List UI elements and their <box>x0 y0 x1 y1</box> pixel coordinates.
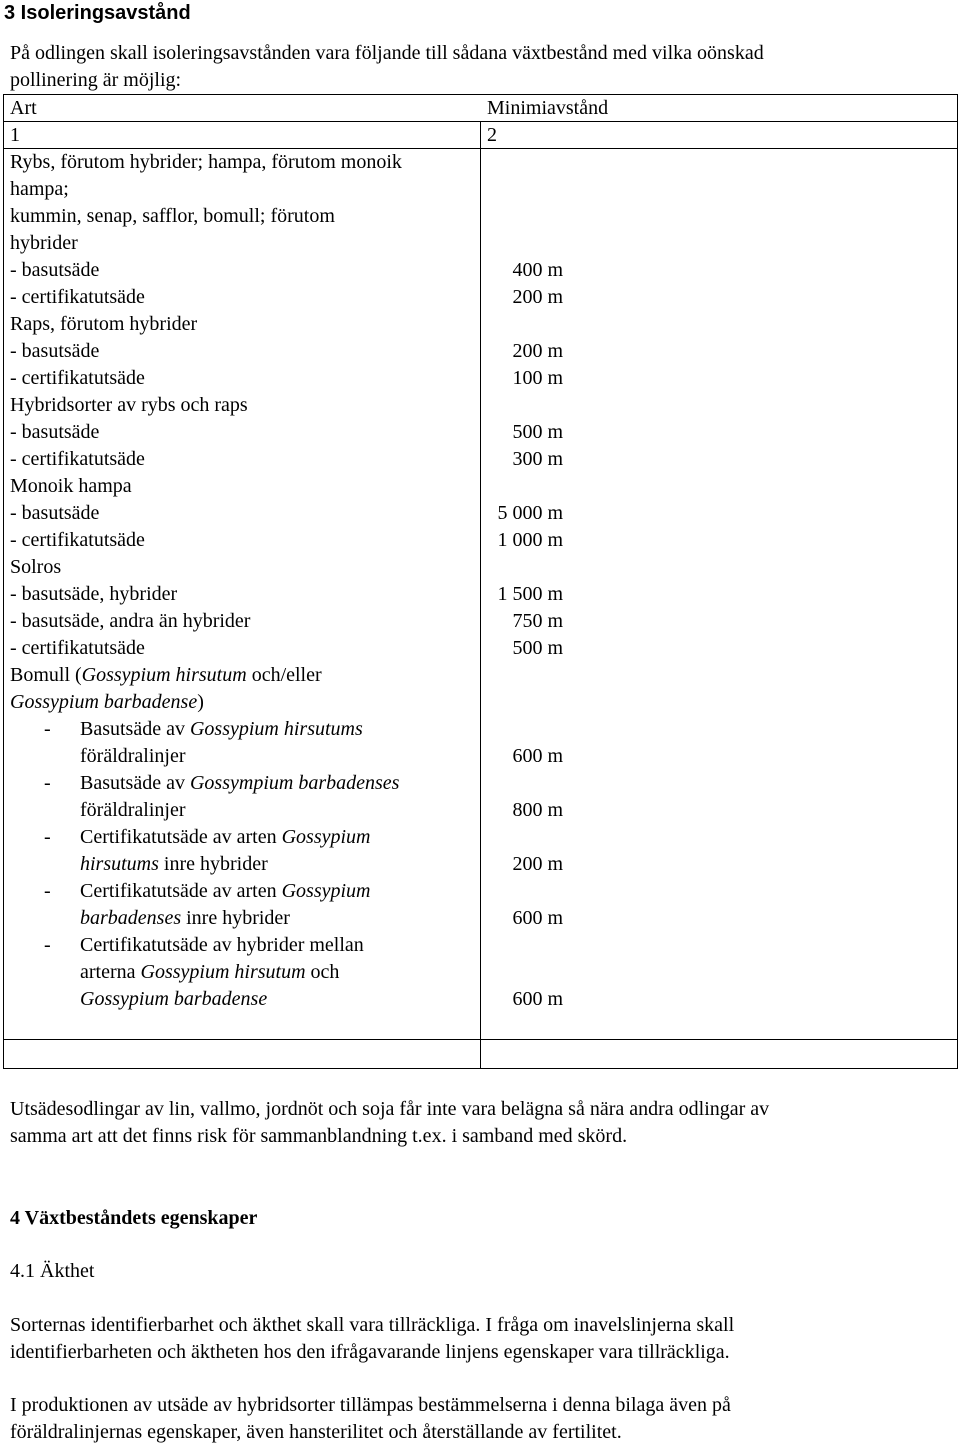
table-border-top <box>3 94 958 95</box>
distance-value: 200 m <box>512 340 563 362</box>
cotton-item-2-cont: föräldralinjer <box>80 799 186 821</box>
section-heading: 3 Isoleringsavstånd <box>4 2 191 24</box>
distance-value: 800 m <box>512 799 563 821</box>
art-line: hampa; <box>10 178 69 200</box>
art-line: - certifikatutsäde <box>10 637 145 659</box>
distance-value: 600 m <box>512 988 563 1010</box>
cotton-item-1: Basutsäde av Gossypium hirsutums <box>80 718 363 740</box>
distance-value: 300 m <box>512 448 563 470</box>
table-column-divider <box>480 121 481 1069</box>
column-header-minimiavstand: Minimiavstånd <box>487 97 609 119</box>
distance-value: 600 m <box>512 907 563 929</box>
art-line: - basutsäde, andra än hybrider <box>10 610 251 632</box>
cotton-item-4-cont: barbadenses inre hybrider <box>80 907 290 929</box>
paragraph-line: föräldralinjernas egenskaper, även hansterilitet och återställande av fertilitet. <box>10 1421 622 1443</box>
art-line: - basutsäde <box>10 502 100 524</box>
list-dash: - <box>44 934 51 956</box>
cotton-item-5: Certifikatutsäde av hybrider mellan <box>80 934 364 956</box>
cotton-item-2: Basutsäde av Gossympium barbadenses <box>80 772 400 794</box>
distance-value: 200 m <box>512 853 563 875</box>
cotton-item-1-cont: föräldralinjer <box>80 745 186 767</box>
section-4-heading: 4 Växtbeståndets egenskaper <box>10 1207 258 1229</box>
intro-line-2: pollinering är möjlig: <box>10 69 182 91</box>
list-dash: - <box>44 718 51 740</box>
art-line: - basutsäde <box>10 259 100 281</box>
art-line: - certifikatutsäde <box>10 286 145 308</box>
cotton-item-5-cont: arterna Gossypium hirsutum och <box>80 961 340 983</box>
column-header-art: Art <box>10 97 37 119</box>
art-line: hybrider <box>10 232 78 254</box>
art-line: - certifikatutsäde <box>10 367 145 389</box>
table-border-left <box>3 94 4 1069</box>
table-border-right <box>957 94 958 1069</box>
distance-value: 500 m <box>512 637 563 659</box>
paragraph-line: identifierbarheten och äktheten hos den ifrågavarande linjens egenskaper vara tillräckliga. <box>10 1341 730 1363</box>
art-line: - certifikatutsäde <box>10 448 145 470</box>
paragraph-line: I produktionen av utsäde av hybridsorter tillämpas bestämmelserna i denna bilaga även på <box>10 1394 731 1416</box>
cotton-heading: Bomull (Gossypium hirsutum och/eller <box>10 664 322 686</box>
cotton-heading-2: Gossypium barbadense) <box>10 691 204 713</box>
art-line: - basutsäde <box>10 421 100 443</box>
art-line: Hybridsorter av rybs och raps <box>10 394 248 416</box>
art-line: - basutsäde, hybrider <box>10 583 178 605</box>
list-dash: - <box>44 826 51 848</box>
distance-value: 200 m <box>512 286 563 308</box>
cotton-item-3: Certifikatutsäde av arten Gossypium <box>80 826 371 848</box>
distance-value: 600 m <box>512 745 563 767</box>
cotton-item-3-cont: hirsutums inre hybrider <box>80 853 268 875</box>
distance-value: 750 m <box>512 610 563 632</box>
distance-value: 5 000 m <box>497 502 563 524</box>
art-line: Monoik hampa <box>10 475 132 497</box>
art-line: - basutsäde <box>10 340 100 362</box>
cotton-item-5-cont2: Gossypium barbadense <box>80 988 268 1010</box>
list-dash: - <box>44 880 51 902</box>
art-line: Rybs, förutom hybrider; hampa, förutom monoik <box>10 151 402 173</box>
art-line: - certifikatutsäde <box>10 529 145 551</box>
distance-value: 100 m <box>512 367 563 389</box>
distance-value: 400 m <box>512 259 563 281</box>
distance-value: 1 500 m <box>497 583 563 605</box>
intro-line-1: På odlingen skall isoleringsavstånden vara följande till sådana växtbestånd med vilka oönskad <box>10 42 764 64</box>
paragraph-line: Sorternas identifierbarhet och äkthet skall vara tillräckliga. I fråga om inavelslinjerna skall <box>10 1314 735 1336</box>
column-number-2: 2 <box>487 124 497 146</box>
paragraph-line: Utsädesodlingar av lin, vallmo, jordnöt och soja får inte vara belägna så nära andra odlingar av <box>10 1098 770 1120</box>
distance-value: 1 000 m <box>497 529 563 551</box>
list-dash: - <box>44 772 51 794</box>
distance-value: 500 m <box>512 421 563 443</box>
art-line: kummin, senap, safflor, bomull; förutom <box>10 205 335 227</box>
section-4-1-heading: 4.1 Äkthet <box>10 1260 95 1282</box>
column-number-1: 1 <box>10 124 20 146</box>
art-line: Solros <box>10 556 62 578</box>
art-line: Raps, förutom hybrider <box>10 313 198 335</box>
cotton-item-4: Certifikatutsäde av arten Gossypium <box>80 880 371 902</box>
paragraph-line: samma art att det finns risk för sammanblandning t.ex. i samband med skörd. <box>10 1125 628 1147</box>
